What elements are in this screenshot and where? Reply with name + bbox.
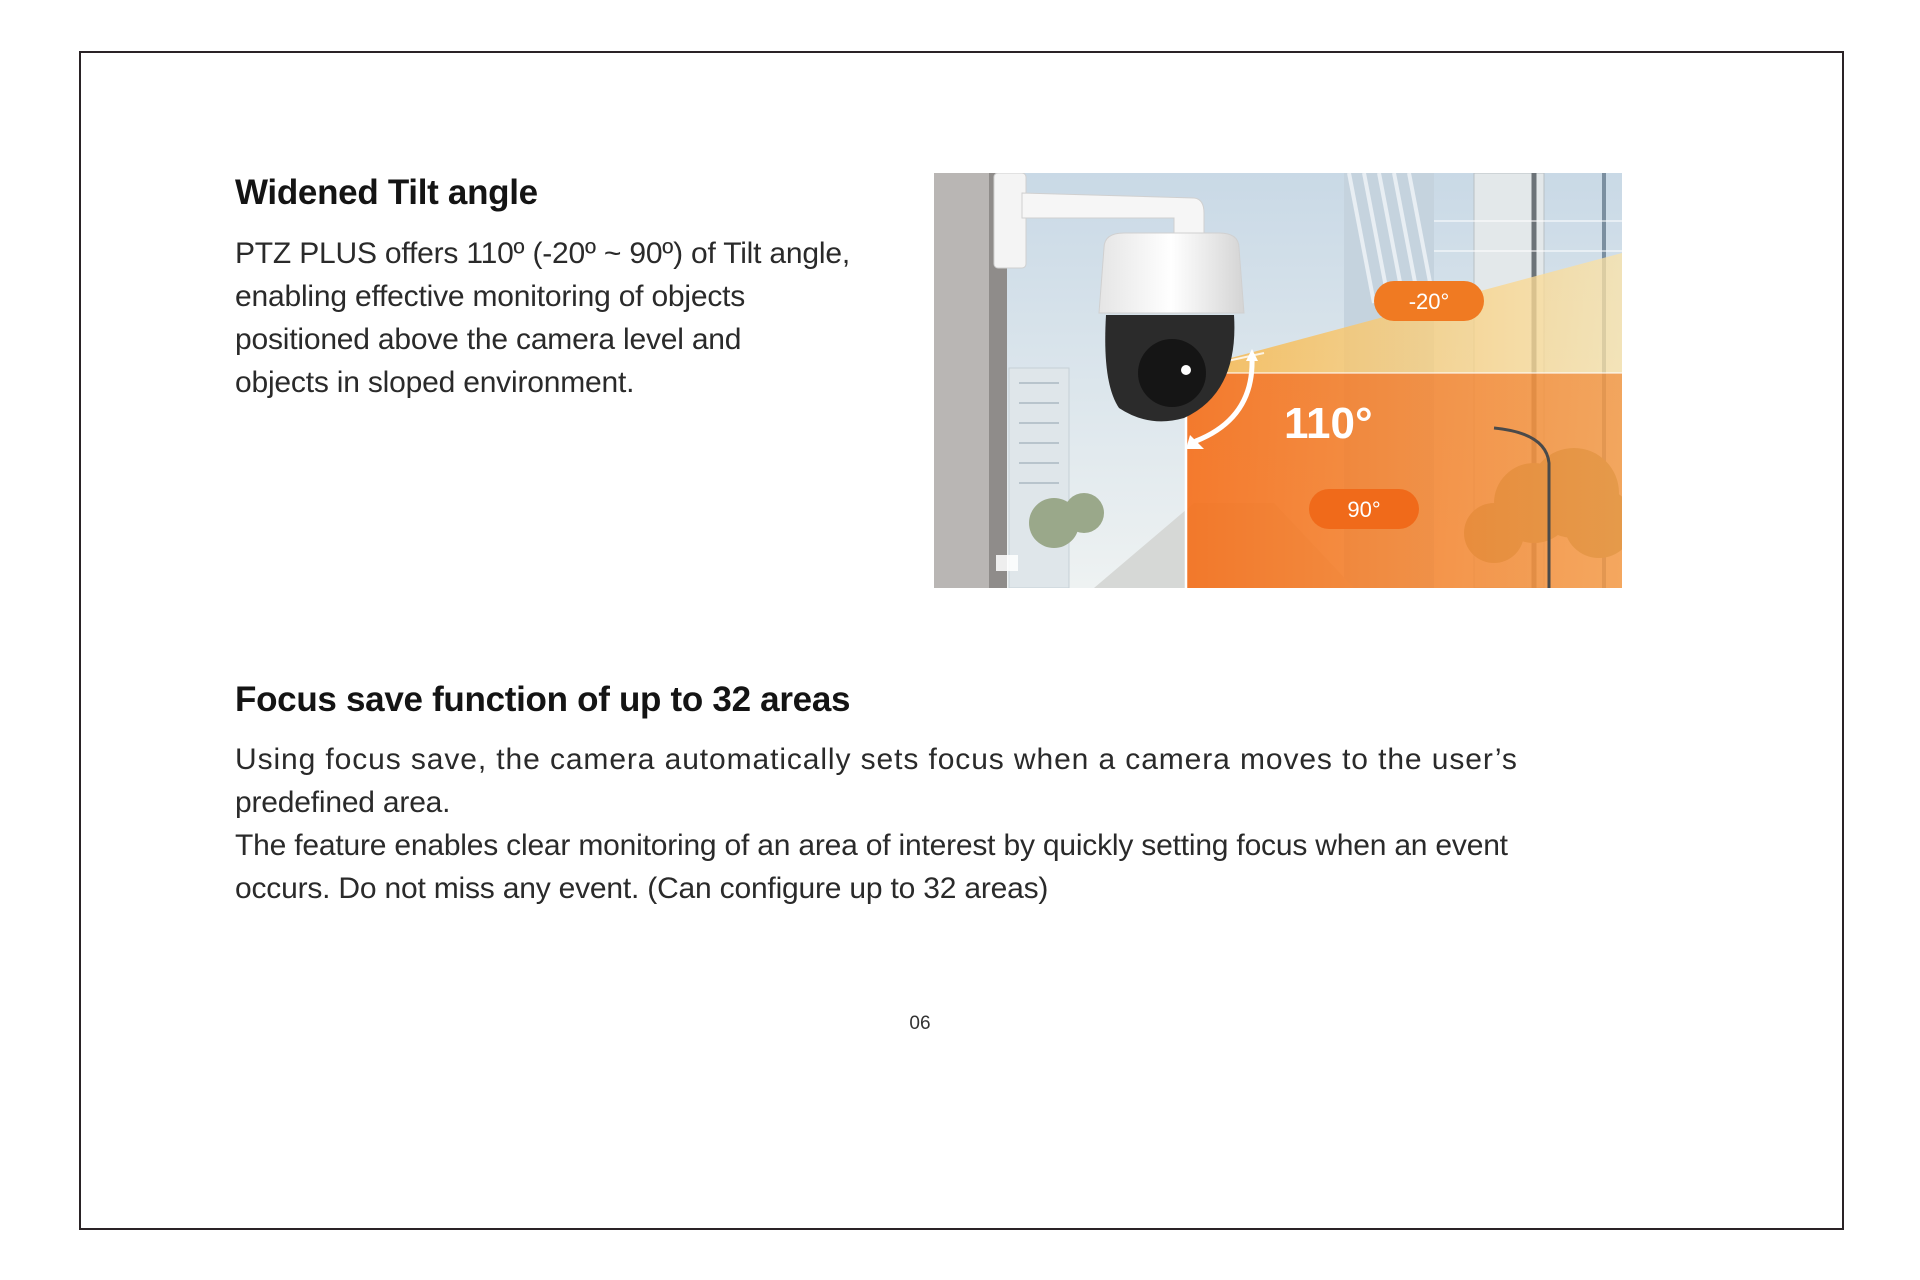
camera-housing xyxy=(1099,233,1244,313)
tilt-angle-line: PTZ PLUS offers 110º (-20º ~ 90º) of Tilt angle, xyxy=(235,237,850,270)
angle-total-label: 110° xyxy=(1284,399,1373,448)
tilt-angle-line: positioned above the camera level and xyxy=(235,323,742,356)
watermark-icon xyxy=(996,555,1018,571)
camera-lens-icon xyxy=(1138,339,1206,407)
focus-save-line: occurs. Do not miss any event. (Can configure up to 32 areas) xyxy=(235,872,1049,905)
focus-save-heading: Focus save function of up to 32 areas xyxy=(235,680,851,719)
tilt-down-zone xyxy=(1186,373,1622,588)
wall-mount-plate xyxy=(994,173,1026,268)
camera-pivot-point xyxy=(1181,365,1191,375)
focus-save-description xyxy=(235,738,1635,910)
page-number: 06 xyxy=(909,1013,931,1034)
tilt-angle-heading: Widened Tilt angle xyxy=(235,173,538,212)
angle-up-label: -20° xyxy=(1408,289,1450,314)
focus-save-line: predefined area. xyxy=(235,786,451,819)
focus-save-line: Using focus save, the camera automatically sets focus when a camera moves to the user’s xyxy=(235,743,1518,776)
tilt-angle-description xyxy=(235,232,885,404)
wall xyxy=(934,173,994,588)
tilt-angle-line: objects in sloped environment. xyxy=(235,366,635,399)
angle-down-label: 90° xyxy=(1347,497,1381,522)
ptz-camera-tilt-illustration xyxy=(934,173,1622,588)
tilt-angle-line: enabling effective monitoring of objects xyxy=(235,280,746,313)
focus-save-line: The feature enables clear monitoring of an area of interest by quickly setting focus when an event xyxy=(235,829,1508,862)
